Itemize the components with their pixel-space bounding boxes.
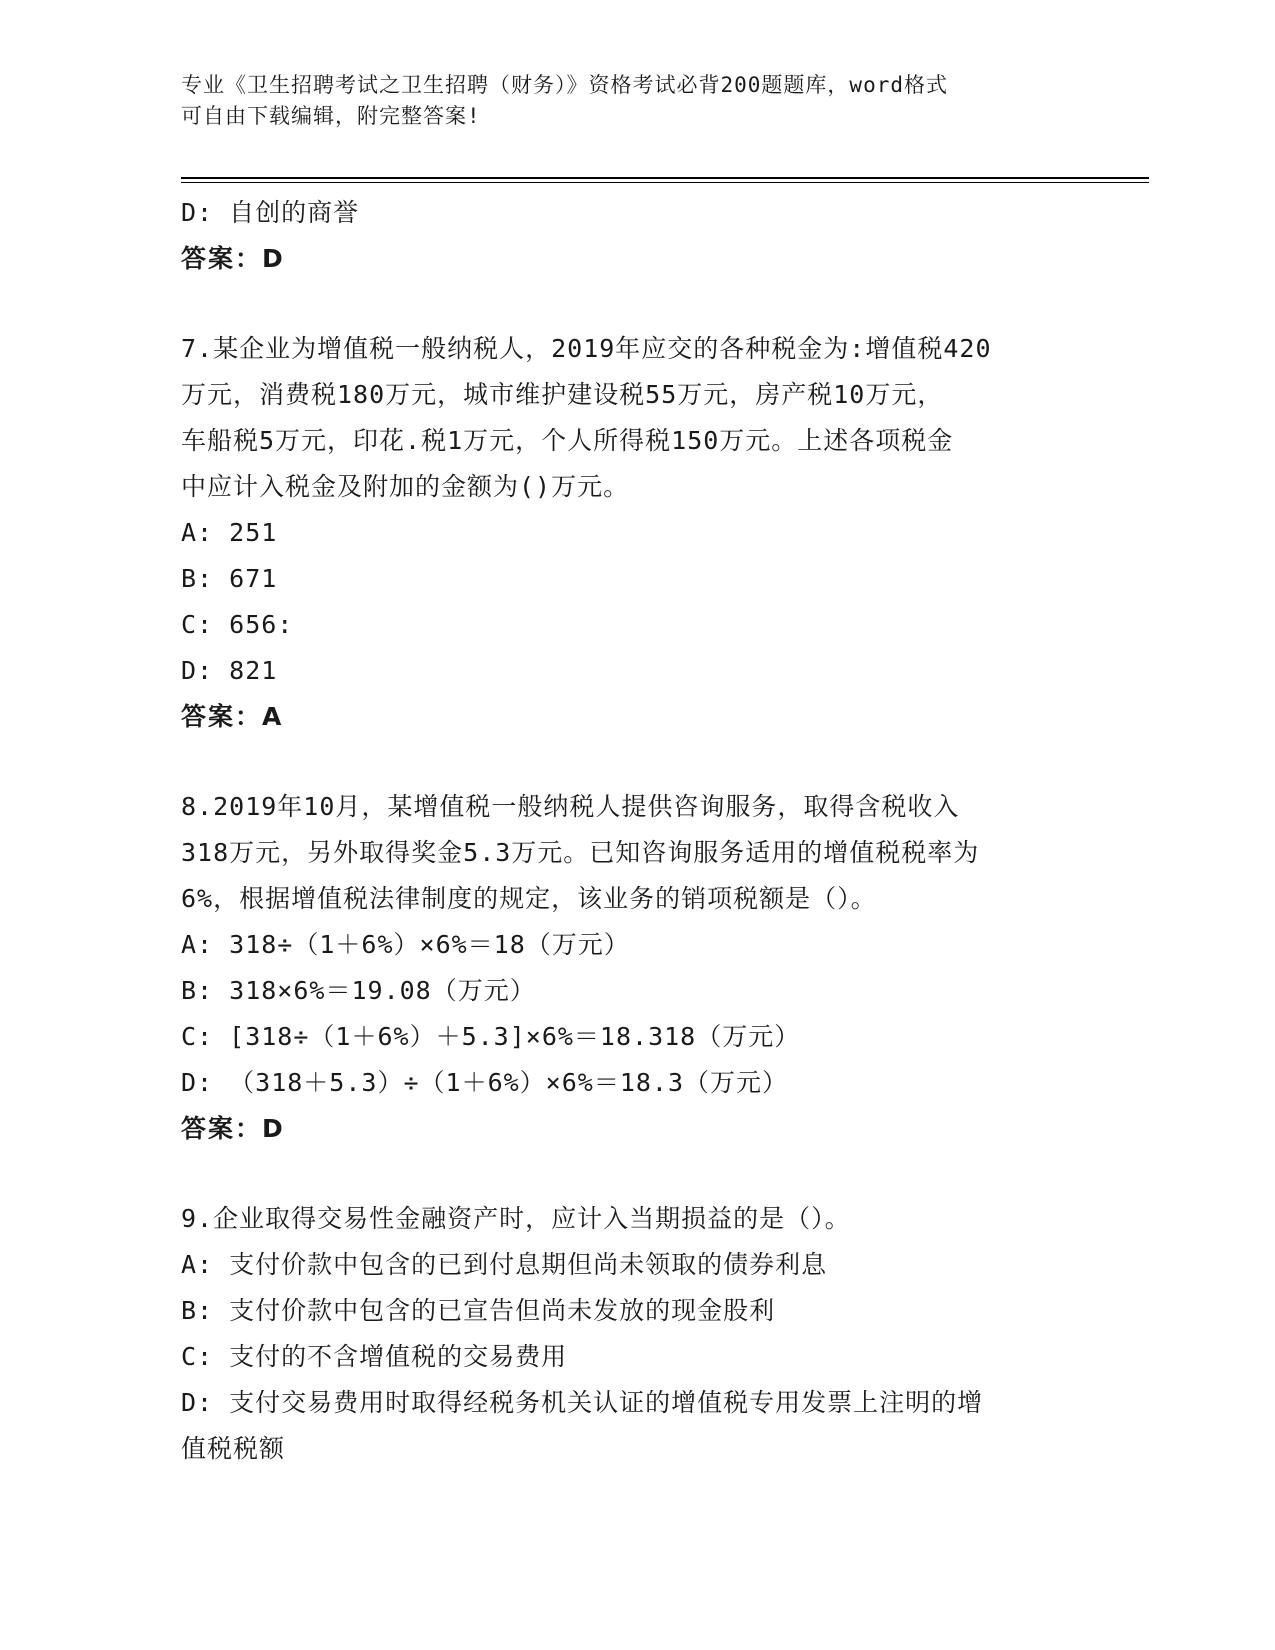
header-title-line1: 专业《卫生招聘考试之卫生招聘（财务）》资格考试必背200题题库，word格式 <box>181 73 948 97</box>
q9-stem: 9.企业取得交易性金融资产时，应计入当期损益的是（）。 <box>181 1204 851 1233</box>
question-7 <box>181 326 1081 740</box>
question-content <box>181 190 1081 1472</box>
q8-option-a: A: 318÷（1＋6%）×6%＝18（万元） <box>181 930 630 959</box>
header-divider-thin <box>181 182 1149 183</box>
q8-option-d: D: （318＋5.3）÷（1＋6%）×6%＝18.3（万元） <box>181 1068 789 1097</box>
question-8 <box>181 784 1081 1152</box>
q7-option-a: A: 251 <box>181 518 278 547</box>
page-header <box>181 70 1081 132</box>
q6-answer: 答案：D <box>181 244 285 273</box>
q7-stem-line: 7.某企业为增值税一般纳税人，2019年应交的各种税金为:增值税420 <box>181 334 992 363</box>
q7-option-d: D: 821 <box>181 656 278 685</box>
q8-answer: 答案：D <box>181 1114 285 1143</box>
question-9 <box>181 1196 1081 1472</box>
q7-stem-line: 万元，消费税180万元，城市维护建设税55万元，房产税10万元， <box>181 380 944 409</box>
q7-option-b: B: 671 <box>181 564 278 593</box>
q9-option-b: B: 支付价款中包含的已宣告但尚未发放的现金股利 <box>181 1296 776 1325</box>
q7-answer: 答案：A <box>181 702 284 731</box>
q9-option-c: C: 支付的不含增值税的交易费用 <box>181 1342 568 1371</box>
header-title-line2: 可自由下载编辑，附完整答案! <box>181 104 481 128</box>
header-divider-thick <box>181 177 1149 179</box>
q8-stem-line: 6%，根据增值税法律制度的规定，该业务的销项税额是（）。 <box>181 884 877 913</box>
q9-option-d-line1: D: 支付交易费用时取得经税务机关认证的增值税专用发票上注明的增 <box>181 1388 984 1417</box>
q8-option-b: B: 318×6%＝19.08（万元） <box>181 976 536 1005</box>
q7-stem-line: 中应计入税金及附加的金额为()万元。 <box>181 472 630 501</box>
q9-option-d-line2: 值税税额 <box>181 1434 286 1463</box>
q7-option-c: C: 656: <box>181 610 294 639</box>
q8-stem-line: 318万元，另外取得奖金5.3万元。已知咨询服务适用的增值税税率为 <box>181 838 980 867</box>
q8-stem-line: 8.2019年10月，某增值税一般纳税人提供咨询服务，取得含税收入 <box>181 792 960 821</box>
q9-option-a: A: 支付价款中包含的已到付息期但尚未领取的债券利息 <box>181 1250 828 1279</box>
q7-stem-line: 车船税5万元，印花.税1万元，个人所得税150万元。上述各项税金 <box>181 426 954 455</box>
q6-option-d: D: 自创的商誉 <box>181 198 360 227</box>
q8-option-c: C: [318÷（1＋6%）＋5.3]×6%＝18.318（万元） <box>181 1022 801 1051</box>
